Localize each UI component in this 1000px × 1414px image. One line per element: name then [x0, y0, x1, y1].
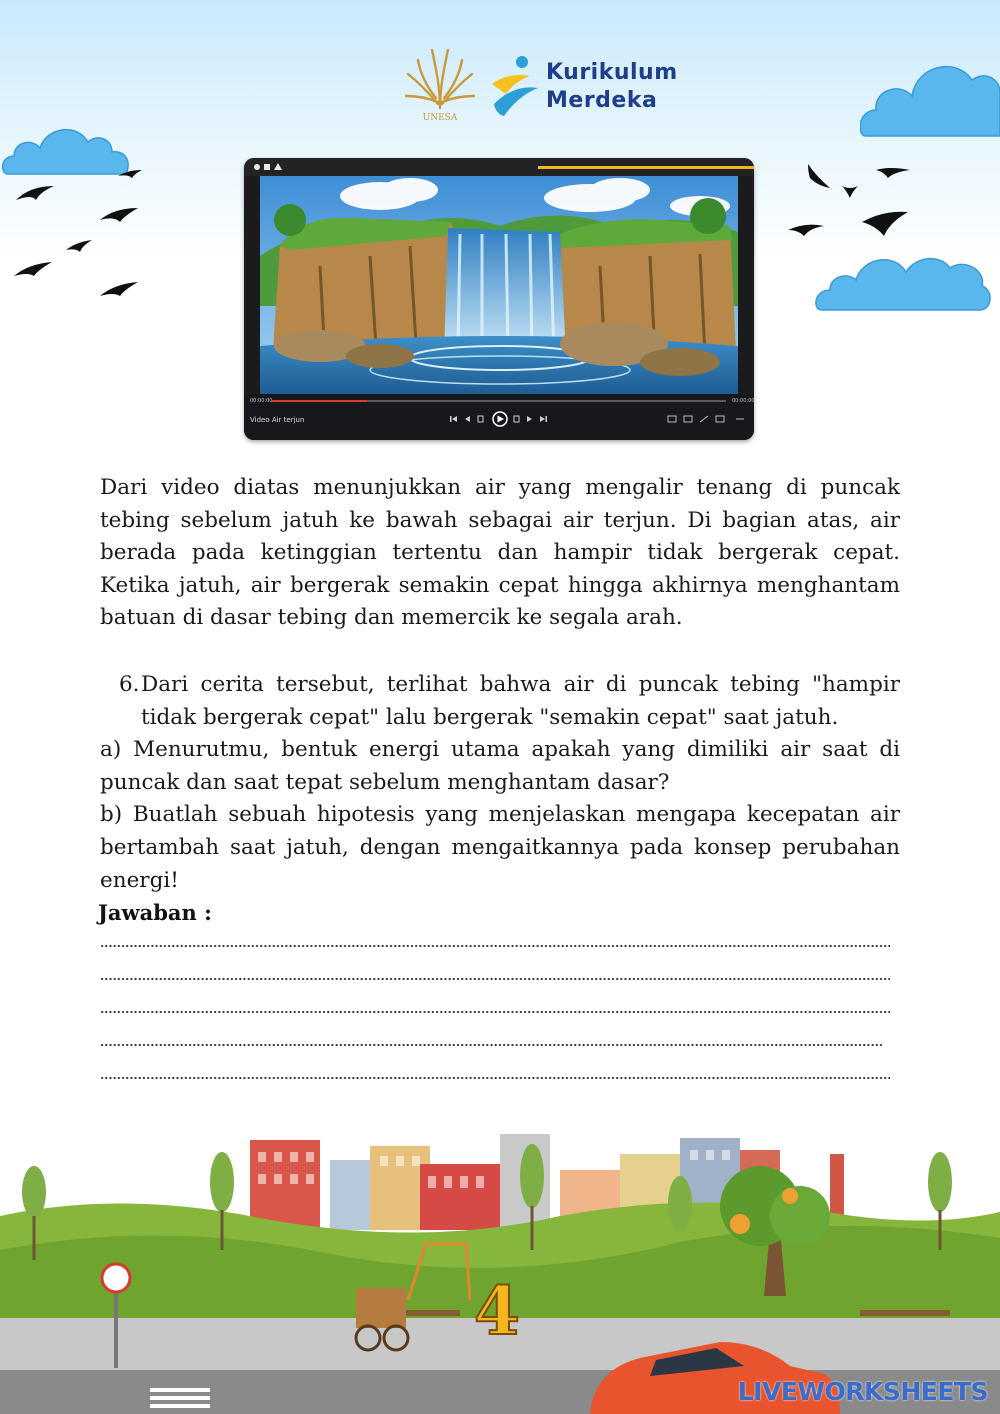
video-player[interactable] [244, 158, 754, 440]
video-playback-controls [448, 411, 568, 427]
fast-forward-icon[interactable] [527, 416, 532, 422]
kurikulum-merdeka-logo [488, 50, 688, 122]
unesa-logo-text: UNESA [422, 113, 458, 122]
question-6-part-b: b) Buatlah sebuah hipotesis yang menjelaskan mengapa kecepatan air bertambah saat jatuh, dengan mengaitkannya pada konsep perubahan energi! [100, 802, 900, 893]
skip-forward-icon[interactable] [540, 416, 547, 422]
window-triangle-icon [274, 163, 282, 170]
captions-icon[interactable] [668, 416, 676, 422]
fullscreen-icon[interactable] [716, 416, 724, 422]
cloud-right-lower-decoration [814, 236, 994, 316]
birds-left-decoration [10, 164, 150, 304]
video-window-titlebar [244, 158, 754, 176]
kurikulum-merdeka-line2: Merdeka [546, 88, 658, 113]
rewind-icon[interactable] [465, 416, 470, 422]
question-6-part-a: a) Menurutmu, bentuk energi utama apakah yang dimiliki air saat di puncak dan saat tepat sebelum menghantam dasar? [100, 737, 900, 795]
window-square-icon [264, 164, 270, 170]
video-loading-bar [538, 166, 754, 169]
question-6-text: Dari cerita tersebut, terlihat bahwa air di puncak tebing "hampir tidak bergerak cepat" lalu bergerak "semakin cepat" saat jatuh. [141, 672, 900, 730]
question-6 [100, 669, 900, 897]
unesa-logo [402, 42, 478, 122]
video-controls-bar [244, 394, 754, 440]
kurikulum-merdeka-line1: Kurikulum [546, 60, 678, 85]
window-circle-icon [254, 164, 260, 170]
pip-icon[interactable] [700, 416, 708, 422]
story-paragraph: Dari video diatas menunjukkan air yang mengalir tenang di puncak tebing sebelum jatuh ke bawah sebagai air terjun. Di bagian atas, air berada pada ketinggian tertentu dan hampir tidak bergerak cepat. Ketika jatuh, air bergerak semakin cepat hingga akhirnya menghantam batuan di dasar tebing dan memercik ke segala arah. [100, 475, 900, 631]
skip-back-icon[interactable] [450, 416, 457, 422]
next-icon[interactable] [514, 416, 519, 422]
answer-label: Jawaban : [98, 900, 212, 925]
cloud-right-top-decoration [860, 40, 1000, 140]
waterfall-video-frame[interactable] [260, 176, 738, 394]
video-seek-bar[interactable] [272, 400, 726, 402]
page-number: 4 [474, 1272, 520, 1350]
birds-right-decoration [780, 156, 920, 246]
settings-icon[interactable] [684, 416, 692, 422]
kurikulum-merdeka-icon [488, 54, 544, 120]
video-title: Video Air terjun [250, 416, 305, 424]
city-park-illustration [0, 1120, 1000, 1414]
answer-line-2[interactable] [100, 977, 890, 981]
question-number: 6. [119, 672, 140, 697]
answer-line-5[interactable] [100, 1076, 890, 1080]
video-total-time: 00:00:00 [732, 398, 754, 404]
play-icon[interactable] [493, 412, 507, 426]
question-6-prompt [100, 669, 900, 734]
liveworksheets-watermark: LIVEWORKSHEETS [737, 1377, 988, 1406]
answer-line-1[interactable] [100, 944, 890, 948]
answer-line-4[interactable] [100, 1043, 884, 1047]
previous-icon[interactable] [478, 416, 483, 422]
video-right-controls [666, 413, 750, 425]
video-seek-progress [272, 400, 367, 402]
video-current-time: 00:00:00 [250, 398, 273, 404]
answer-line-3[interactable] [100, 1010, 890, 1014]
